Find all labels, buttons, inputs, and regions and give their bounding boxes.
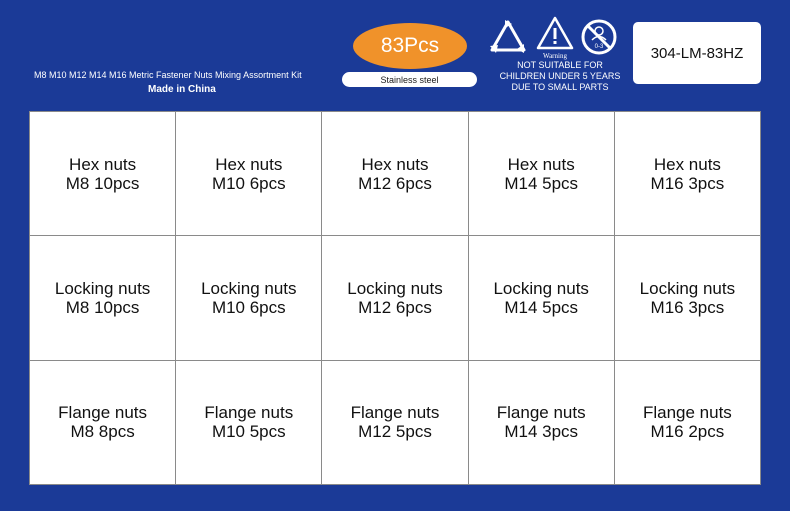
nut-spec: M12 6pcs	[358, 173, 432, 193]
nut-type: Flange nuts	[350, 403, 440, 423]
nut-spec: M12 6pcs	[358, 297, 432, 317]
grid-cell	[176, 112, 322, 236]
warning-icon	[536, 16, 574, 60]
nut-type: Hex nuts	[69, 154, 137, 174]
grid-cell	[322, 236, 468, 360]
grid-cell	[322, 361, 468, 485]
assortment-grid	[29, 111, 761, 485]
nut-type: Hex nuts	[507, 154, 575, 174]
grid-cell	[469, 236, 615, 360]
nut-spec: M8 8pcs	[70, 422, 135, 442]
nut-spec: M8 10pcs	[65, 297, 140, 317]
grid-cell	[30, 361, 176, 485]
nut-type: Locking nuts	[347, 278, 443, 298]
nut-type: Locking nuts	[201, 278, 297, 298]
age-restriction-icon	[580, 18, 618, 56]
nut-type: Locking nuts	[639, 278, 736, 298]
small-parts-warning	[484, 60, 636, 93]
nut-spec: M10 6pcs	[211, 173, 286, 193]
nut-type: Flange nuts	[204, 403, 294, 423]
grid-cell	[615, 361, 761, 485]
nut-type: Locking nuts	[54, 278, 151, 298]
warning-line: NOT SUITABLE FOR	[517, 60, 603, 70]
warning-icon-label: Warning	[543, 52, 567, 60]
nut-spec: M14 3pcs	[504, 422, 579, 442]
nut-spec: M8 10pcs	[65, 173, 140, 193]
nut-type: Hex nuts	[361, 154, 429, 174]
grid-cell	[469, 361, 615, 485]
warning-line: CHILDREN UNDER 5 YEARS	[499, 71, 621, 81]
piece-count: 83Pcs	[380, 34, 440, 57]
material-pill	[342, 72, 477, 87]
origin-label: Made in China	[148, 84, 216, 95]
age-icon-label: 0-3	[594, 44, 604, 50]
kit-title: M8 M10 M12 M14 M16 Metric Fastener Nuts Mixing Assortment Kit	[34, 70, 302, 80]
nut-type: Locking nuts	[493, 278, 589, 298]
nut-spec: M10 5pcs	[211, 422, 286, 442]
nut-spec: M16 2pcs	[650, 422, 725, 442]
nut-spec: M14 5pcs	[504, 173, 579, 193]
nut-type: Flange nuts	[642, 403, 732, 423]
grid-cell	[615, 112, 761, 236]
nut-type: Hex nuts	[653, 154, 721, 174]
nut-type: Flange nuts	[496, 403, 586, 423]
sku-box	[633, 22, 761, 84]
sku-code: 304-LM-83HZ	[650, 44, 744, 62]
nut-type: Flange nuts	[58, 403, 148, 423]
grid-cell	[615, 236, 761, 360]
piece-count-badge	[353, 23, 467, 69]
grid-cell	[322, 112, 468, 236]
grid-cell	[176, 361, 322, 485]
grid-cell	[469, 112, 615, 236]
nut-spec: M14 5pcs	[504, 297, 579, 317]
recycle-icon	[488, 18, 528, 56]
material-label: Stainless steel	[380, 74, 439, 85]
grid-cell	[30, 112, 176, 236]
header	[0, 0, 790, 105]
grid-cell	[176, 236, 322, 360]
nut-type: Hex nuts	[215, 154, 283, 174]
nut-spec: M12 5pcs	[358, 422, 432, 442]
nut-spec: M16 3pcs	[650, 297, 725, 317]
warning-line: DUE TO SMALL PARTS	[511, 82, 609, 92]
grid-cell	[30, 236, 176, 360]
nut-spec: M10 6pcs	[211, 297, 286, 317]
nut-spec: M16 3pcs	[650, 173, 725, 193]
